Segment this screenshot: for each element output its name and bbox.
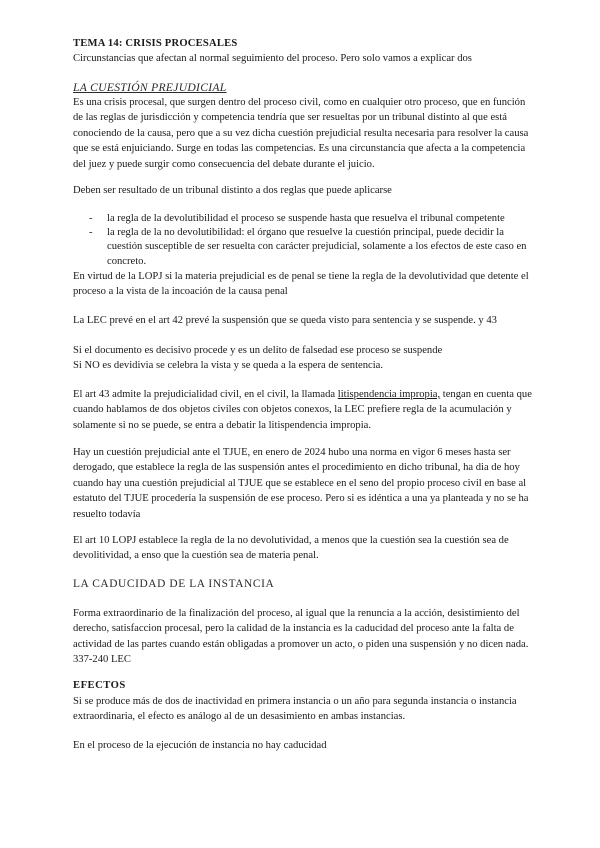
page-title: TEMA 14: CRISIS PROCESALES [73,38,238,49]
bullet-dash: - [89,227,93,239]
bullet-dash: - [89,213,93,224]
list-item-text: la regla de la no devolutibilidad: el órgano que resuelve la cuestión principal, puede decidir la cuestión susceptible de ser resuelta con carácter prejudicial, solamente a los efectos de este caso en concreto. [107,227,527,267]
cuestion-prejudicial-paragraph-1: Es una crisis procesal, que surgen dentro del proceso civil, como en cualquier otro proceso, que en función de las reglas de jurisdicción y competencia tendría que ser resueltas por un tribunal distinto al que está conociendo de la causa, pero que a su vez dicha cuestión prejudicial resulta necesaria para resolver la causa que se está enjuiciando. Surge en todas las competencias. Es una circunstancia que afecta a la competencia del juez y puede surgir como consecuencia del debate durante el juicio. [73,97,529,170]
list-item [73,226,533,269]
cuestion-prejudicial-paragraph-3: En virtud de la LOPJ si la materia prejudicial es de penal se tiene la regla de la devolutividad que detente el proceso a la vista de la incoación de la causa penal [73,271,529,298]
caducidad-paragraph: Forma extraordinario de la finalización del proceso, al igual que la renuncia a la acción, desistimiento del derecho, satisfaccion procesal, pero la calidad de la instancia es la caducidad del proceso ante la falta de actividad de las partes cuando están obligadas a promover un acto, o piden una suspensión y no dicen nada. 337-240 LEC [73,608,529,666]
efectos-paragraph-1: Si se produce más de dos de inactividad en primera instancia o un año para segunda instancia o instancia extraordinaria, el efecto es análogo al de un desasimiento en ambas instancias. [73,696,517,723]
litispendencia-impropia-term: litispendencia impropia, [337,389,441,400]
list-item [73,212,533,226]
cuestion-prejudicial-paragraph-7: Hay un cuestión prejudicial ante el TJUE, en enero de 2024 hubo una norma en vigor 6 meses hasta ser derogado, que establece la regla de las suspensión antes el procedimiento en dicho tribunal, ha dia de hoy cuando hay una cuestión prejudicial al TJUE que se establece en el seno del propio proceso civil en base al estatuto del TJUE procedería la suspensión de ese proceso. Pero si es idéntica a una ya planteada y no se ha resuelto todavía [73,447,529,520]
section-heading-caducidad: LA CADUCIDAD DE LA INSTANCIA [73,578,275,590]
efectos-paragraph-2: En el proceso de la ejecución de instancia no hay caducidad [73,740,327,751]
rules-list [73,212,533,269]
paragraph-6-text-start: El art 43 admite la prejudicialidad civil, en el civil, la llamada [73,389,338,400]
cuestion-prejudicial-paragraph-5-line-2: Si NO es devidivia se celebra la vista y se queda a la espera de sentencia. [73,360,384,371]
cuestion-prejudicial-paragraph-2: Deben ser resultado de un tribunal distinto a dos reglas que puede aplicarse [73,185,392,196]
paragraph-6-text-end: tengan en cuenta que cuando hablamos de dos objetos civiles con objetos conexos, la LEC prefiere regla de la acumulación y solamente si no se puede, se entra a debatir la litispendencia impropia. [73,389,532,431]
intro-paragraph: Circunstancias que afectan al normal seguimiento del proceso. Pero solo vamos a explicar dos [73,53,472,64]
cuestion-prejudicial-paragraph-8: El art 10 LOPJ establece la regla de la no devolutividad, a menos que la cuestión sea la cuestión sea de devolitividad, a enso que la cuestión sea de materia penal. [73,535,509,562]
section-heading-efectos: EFECTOS [73,680,126,691]
list-item-text: la regla de la devolutibilidad el proceso se suspende hasta que resuelva el tribunal competente [107,213,505,224]
cuestion-prejudicial-paragraph-4: La LEC prevé en el art 42 prevé la suspensión que se queda visto para sentencia y se suspende. y 43 [73,315,497,326]
cuestion-prejudicial-paragraph-5-line-1: Si el documento es decisivo procede y es un delito de falsedad ese proceso se suspende [73,345,443,356]
section-heading-cuestion-prejudicial: LA CUESTIÓN PREJUDICIAL [73,81,227,94]
cuestion-prejudicial-paragraph-6 [73,387,533,433]
